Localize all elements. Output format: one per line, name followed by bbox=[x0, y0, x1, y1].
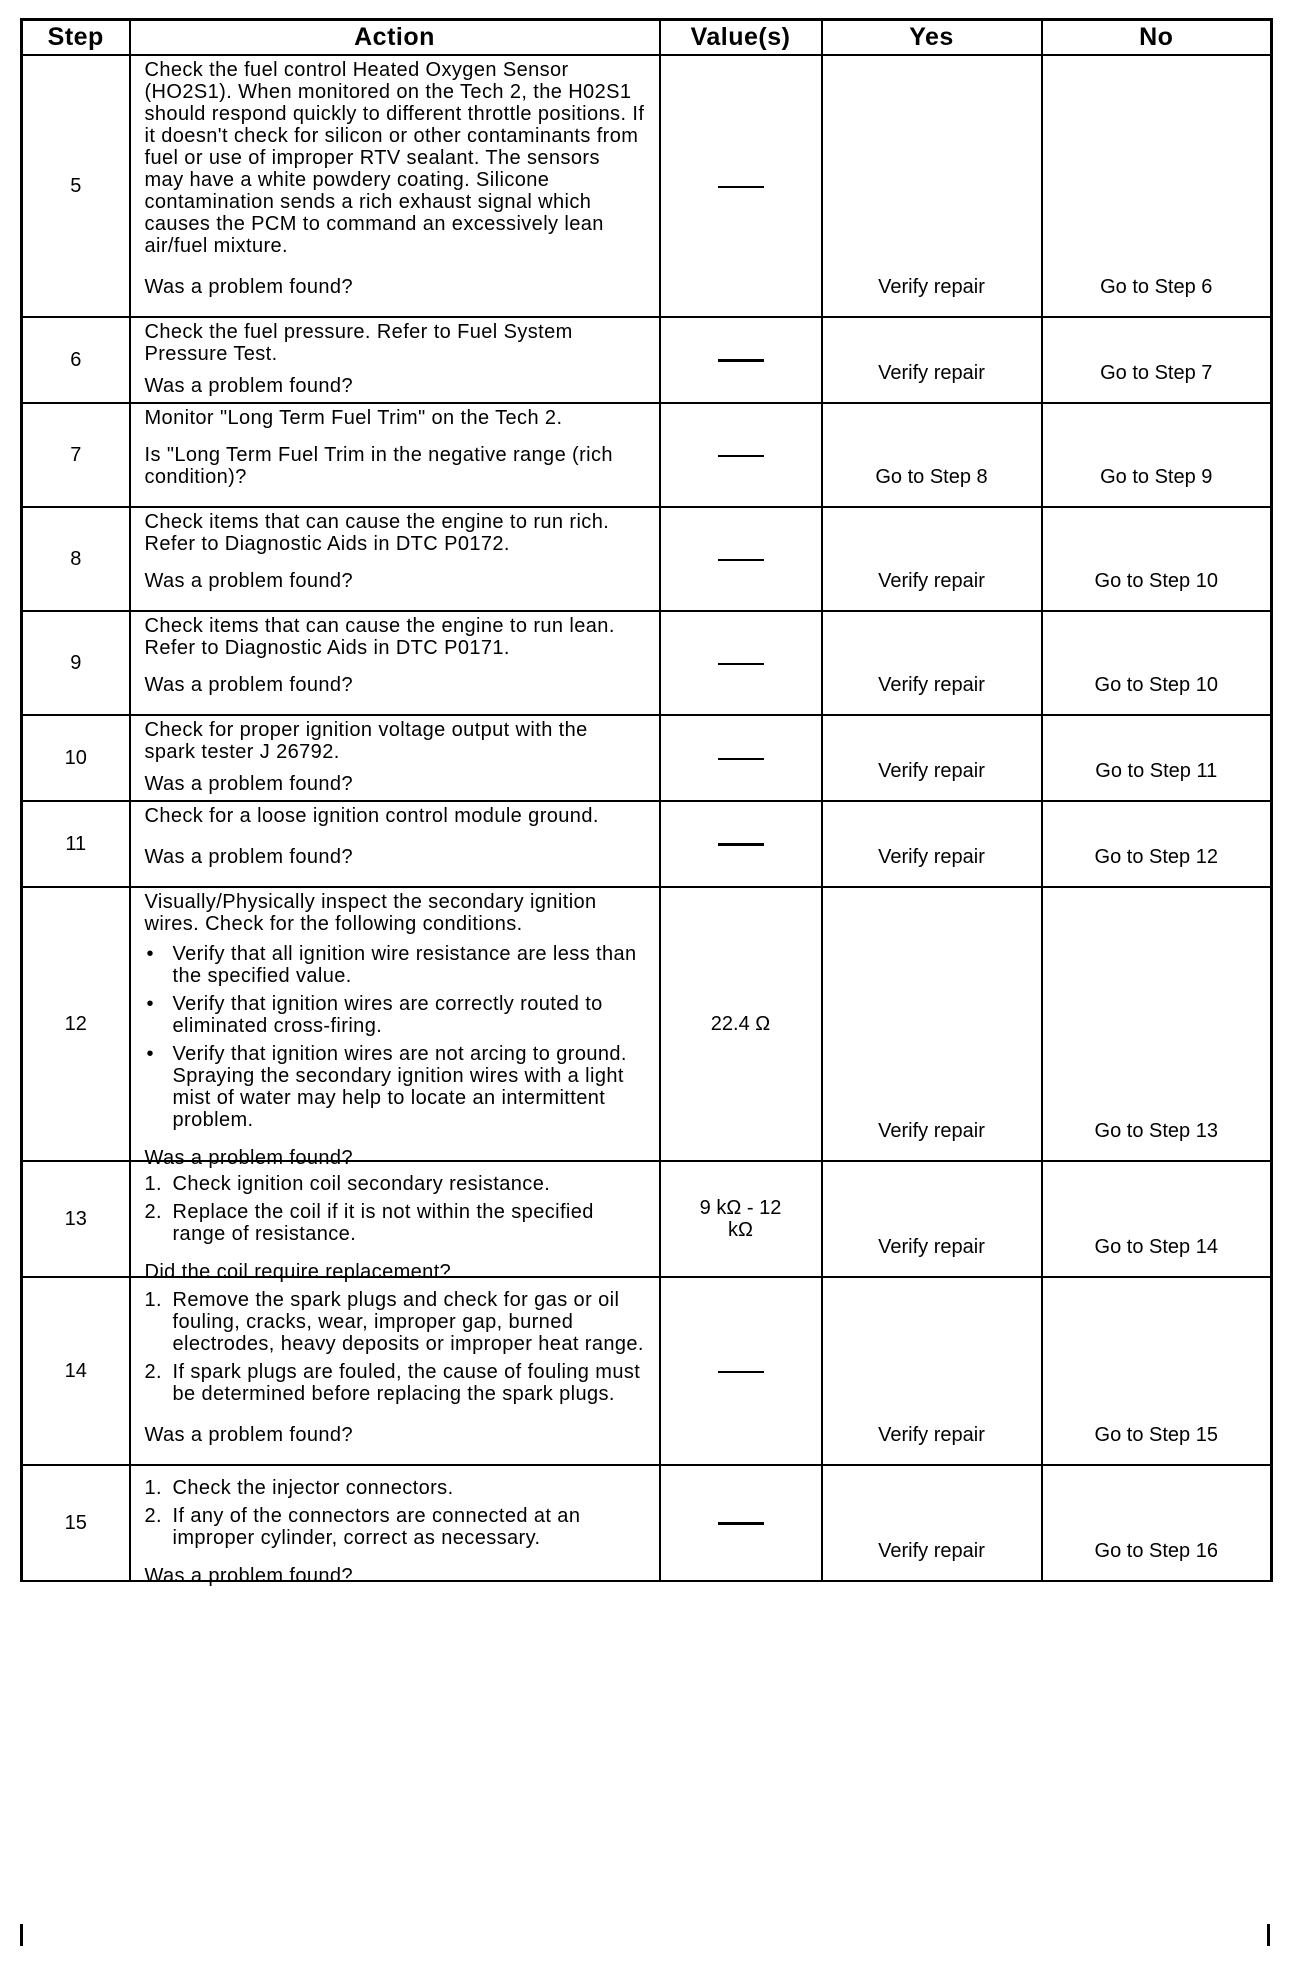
list-item bbox=[145, 1201, 645, 1245]
no-value-dash bbox=[718, 1522, 764, 1525]
no-action: Go to Step 13 bbox=[1042, 887, 1272, 1161]
table-row bbox=[22, 317, 1272, 403]
action-text: Check for a loose ignition control module ground. bbox=[144, 805, 599, 827]
yes-action: Verify repair bbox=[822, 887, 1042, 1161]
yes-action: Verify repair bbox=[822, 1277, 1042, 1465]
no-action: Go to Step 10 bbox=[1042, 611, 1272, 715]
list-number: 1. bbox=[144, 1173, 162, 1195]
question-text: Was a problem found? bbox=[144, 1424, 353, 1446]
no-action: Go to Step 15 bbox=[1042, 1277, 1272, 1465]
action-text: Check items that can cause the engine to run lean. Refer to Diagnostic Aids in DTC P0171. bbox=[144, 615, 615, 659]
left-border-tail bbox=[20, 1924, 23, 1946]
question-text: Was a problem found? bbox=[144, 1147, 353, 1169]
step-number: 7 bbox=[22, 403, 130, 507]
yes-action: Verify repair bbox=[822, 55, 1042, 317]
question-text: Was a problem found? bbox=[144, 570, 353, 592]
no-value-dash bbox=[718, 359, 764, 362]
question-text: Is "Long Term Fuel Trim in the negative range (rich condition)? bbox=[144, 444, 613, 488]
value-cell bbox=[660, 1277, 822, 1465]
question-text: Was a problem found? bbox=[144, 276, 353, 298]
list-item bbox=[145, 1477, 645, 1499]
step-number: 14 bbox=[22, 1277, 130, 1465]
value-cell bbox=[660, 317, 822, 403]
table-row bbox=[22, 1161, 1272, 1277]
action-cell bbox=[130, 887, 660, 1169]
action-cell bbox=[130, 507, 660, 611]
value-text: 9 kΩ - 12 kΩ bbox=[699, 1197, 782, 1241]
value-cell bbox=[660, 887, 822, 1161]
no-value-dash bbox=[718, 1371, 764, 1373]
header-no: No bbox=[1042, 20, 1272, 56]
condition-list bbox=[145, 943, 645, 1131]
header-step: Step bbox=[22, 20, 130, 56]
action-cell bbox=[130, 403, 660, 507]
table-row bbox=[22, 715, 1272, 801]
table-row bbox=[22, 55, 1272, 317]
list-item-text: Check the injector connectors. bbox=[172, 1477, 454, 1499]
question-text: Was a problem found? bbox=[144, 773, 353, 795]
table-row bbox=[22, 801, 1272, 887]
list-number: 1. bbox=[144, 1477, 162, 1499]
list-item bbox=[145, 1361, 645, 1405]
yes-action: Verify repair bbox=[822, 317, 1042, 403]
step-number: 10 bbox=[22, 715, 130, 801]
numbered-list bbox=[145, 1289, 645, 1405]
step-number: 11 bbox=[22, 801, 130, 887]
value-text: 22.4 Ω bbox=[710, 1013, 771, 1035]
step-number: 9 bbox=[22, 611, 130, 715]
action-cell bbox=[130, 1465, 660, 1587]
header-values: Value(s) bbox=[660, 20, 822, 56]
bullet-marker: • bbox=[146, 993, 154, 1015]
list-item bbox=[145, 1173, 645, 1195]
value-cell bbox=[660, 611, 822, 715]
list-item bbox=[145, 993, 645, 1037]
table-row bbox=[22, 1465, 1272, 1581]
list-number: 2. bbox=[144, 1361, 162, 1383]
step-number: 5 bbox=[22, 55, 130, 317]
value-cell bbox=[660, 55, 822, 317]
no-value-dash bbox=[718, 559, 764, 561]
action-text: Check the fuel pressure. Refer to Fuel System Pressure Test. bbox=[144, 321, 573, 365]
yes-action: Verify repair bbox=[822, 611, 1042, 715]
list-item-text: If any of the connectors are connected at an improper cylinder, correct as necessary. bbox=[172, 1505, 581, 1549]
table-row bbox=[22, 887, 1272, 1161]
action-text: Visually/Physically inspect the secondary ignition wires. Check for the following conditions. bbox=[144, 891, 597, 935]
no-action: Go to Step 9 bbox=[1042, 403, 1272, 507]
list-item bbox=[145, 1043, 645, 1131]
no-action: Go to Step 11 bbox=[1042, 715, 1272, 801]
action-text: Check the fuel control Heated Oxygen Sensor (HO2S1). When monitored on the Tech 2, the H02S1 should respond quickly to different throttle positions. If it doesn't check for silicon or other contaminants from fuel or use of improper RTV sealant. The sensors may have a white powdery coating. Silicone contamination sends a rich exhaust signal which causes the PCM to command an excessively lean air/fuel mixture. bbox=[144, 59, 645, 257]
question-text: Was a problem found? bbox=[144, 1565, 353, 1587]
table-row bbox=[22, 611, 1272, 715]
numbered-list bbox=[145, 1173, 645, 1245]
list-item bbox=[145, 1289, 645, 1355]
table-row bbox=[22, 403, 1272, 507]
list-item-text: Verify that all ignition wire resistance are less than the specified value. bbox=[172, 943, 637, 987]
action-text: Monitor "Long Term Fuel Trim" on the Tech 2. bbox=[144, 407, 563, 429]
action-cell bbox=[130, 317, 660, 403]
list-number: 2. bbox=[144, 1505, 162, 1527]
value-cell bbox=[660, 715, 822, 801]
no-action: Go to Step 16 bbox=[1042, 1465, 1272, 1581]
table-row bbox=[22, 1277, 1272, 1465]
action-cell bbox=[130, 55, 660, 317]
list-item-text: Verify that ignition wires are correctly routed to eliminated cross-firing. bbox=[172, 993, 603, 1037]
diagnostic-table bbox=[20, 18, 1273, 1587]
list-item-text: Replace the coil if it is not within the specified range of resistance. bbox=[172, 1201, 594, 1245]
question-text: Was a problem found? bbox=[144, 674, 353, 696]
list-item-text: Verify that ignition wires are not arcing to ground. Spraying the secondary ignition wires with a light mist of water may help to locate an intermittent problem. bbox=[172, 1043, 627, 1131]
step-number: 8 bbox=[22, 507, 130, 611]
action-cell bbox=[130, 611, 660, 715]
bullet-marker: • bbox=[146, 1043, 154, 1065]
numbered-list bbox=[145, 1477, 645, 1549]
value-cell bbox=[660, 1161, 822, 1277]
list-item-text: Remove the spark plugs and check for gas or oil fouling, cracks, wear, improper gap, burned electrodes, heavy deposits or improper heat range. bbox=[172, 1289, 644, 1355]
list-item bbox=[145, 1505, 645, 1549]
yes-action: Verify repair bbox=[822, 801, 1042, 887]
list-item-text: If spark plugs are fouled, the cause of fouling must be determined before replacing the spark plugs. bbox=[172, 1361, 641, 1405]
action-cell bbox=[130, 1161, 660, 1283]
yes-action: Go to Step 8 bbox=[822, 403, 1042, 507]
action-text: Check items that can cause the engine to run rich. Refer to Diagnostic Aids in DTC P0172. bbox=[144, 511, 610, 555]
table-header-row bbox=[22, 20, 1272, 56]
table-body bbox=[22, 55, 1272, 1587]
list-item bbox=[145, 943, 645, 987]
action-cell bbox=[130, 801, 660, 887]
list-number: 2. bbox=[144, 1201, 162, 1223]
no-action: Go to Step 7 bbox=[1042, 317, 1272, 403]
no-value-dash bbox=[718, 186, 764, 188]
action-text: Check for proper ignition voltage output with the spark tester J 26792. bbox=[144, 719, 588, 763]
step-number: 12 bbox=[22, 887, 130, 1161]
no-value-dash bbox=[718, 663, 764, 665]
value-cell bbox=[660, 1465, 822, 1581]
action-cell bbox=[130, 1277, 660, 1465]
diagnostic-table-page bbox=[20, 18, 1270, 1587]
yes-action: Verify repair bbox=[822, 1161, 1042, 1277]
no-value-dash bbox=[718, 455, 764, 457]
bullet-marker: • bbox=[146, 943, 154, 965]
yes-action: Verify repair bbox=[822, 715, 1042, 801]
step-number: 13 bbox=[22, 1161, 130, 1277]
header-action: Action bbox=[130, 20, 660, 56]
list-item-text: Check ignition coil secondary resistance. bbox=[172, 1173, 551, 1195]
header-yes: Yes bbox=[822, 20, 1042, 56]
no-action: Go to Step 12 bbox=[1042, 801, 1272, 887]
no-value-dash bbox=[718, 843, 764, 846]
value-cell bbox=[660, 801, 822, 887]
yes-action: Verify repair bbox=[822, 507, 1042, 611]
no-value-dash bbox=[718, 758, 764, 760]
question-text: Was a problem found? bbox=[144, 375, 353, 397]
action-cell bbox=[130, 715, 660, 801]
value-cell bbox=[660, 403, 822, 507]
table-row bbox=[22, 507, 1272, 611]
right-border-tail bbox=[1267, 1924, 1270, 1946]
no-action: Go to Step 10 bbox=[1042, 507, 1272, 611]
question-text: Was a problem found? bbox=[144, 846, 353, 868]
no-action: Go to Step 14 bbox=[1042, 1161, 1272, 1277]
value-cell bbox=[660, 507, 822, 611]
list-number: 1. bbox=[144, 1289, 162, 1311]
no-action: Go to Step 6 bbox=[1042, 55, 1272, 317]
question-text: Did the coil require replacement? bbox=[144, 1261, 452, 1283]
step-number: 6 bbox=[22, 317, 130, 403]
yes-action: Verify repair bbox=[822, 1465, 1042, 1581]
step-number: 15 bbox=[22, 1465, 130, 1581]
